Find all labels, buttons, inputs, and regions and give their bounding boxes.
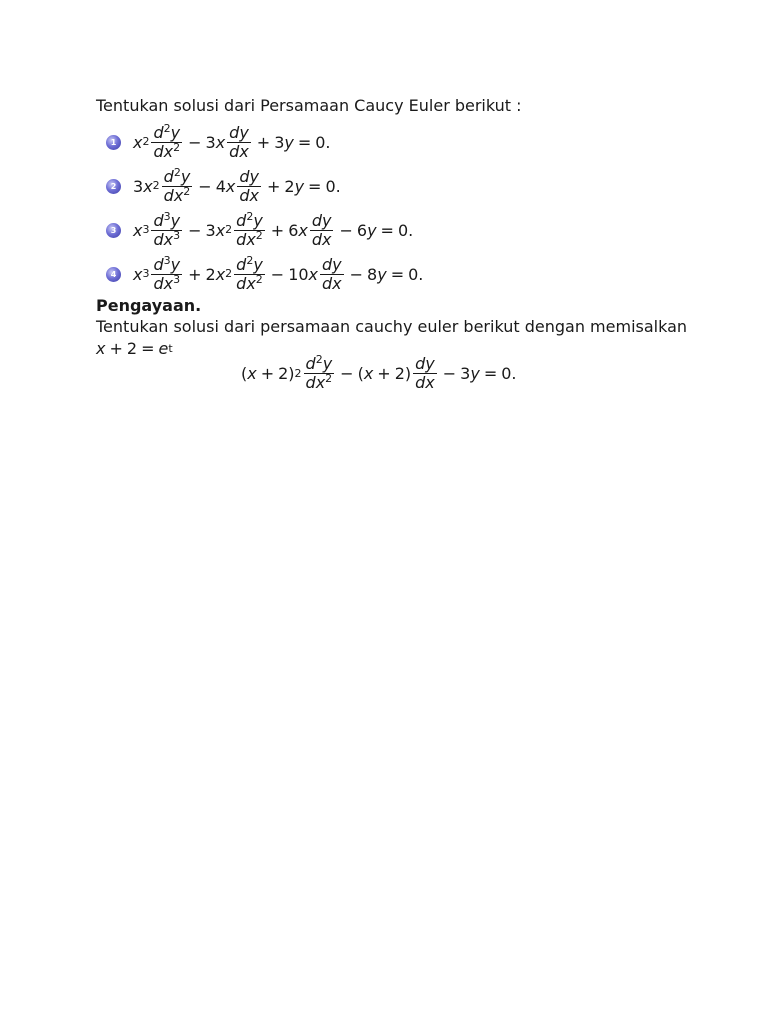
math-term: y	[470, 364, 480, 383]
operator: +	[270, 220, 285, 240]
exponent: 2	[255, 272, 263, 286]
math-term: dx	[153, 229, 174, 249]
math-term: dx	[239, 185, 259, 205]
exponent: 2	[173, 165, 181, 179]
equation-1: x 2 $\frac{d^2y}{dx^2}$ − 3 x $\frac{dy}{dx}$ + 3 y = 0.	[133, 121, 331, 161]
operator: +	[266, 176, 281, 196]
math-term: 2	[205, 264, 216, 284]
numerator	[227, 124, 251, 143]
fraction	[151, 253, 182, 293]
math-term: y	[170, 122, 181, 142]
math-term: x	[363, 364, 374, 383]
equation-item-2	[96, 164, 341, 208]
math-term: x	[215, 132, 226, 152]
operator: −	[339, 220, 353, 240]
math-term: 4	[215, 176, 226, 196]
math-term: y	[377, 264, 387, 284]
math-term: dy	[311, 210, 332, 230]
math-term: dx	[236, 273, 256, 293]
denominator	[310, 231, 334, 249]
math-term: d	[236, 254, 247, 274]
math-term: y	[284, 132, 294, 152]
math-term: d	[236, 210, 247, 230]
exponent: 2	[183, 184, 191, 198]
exponent: 3	[163, 253, 171, 267]
math-term: (	[357, 364, 364, 383]
fraction	[151, 121, 182, 161]
math-term: x	[215, 220, 226, 240]
exponent: 2	[246, 253, 254, 267]
math-term: 0.	[408, 264, 424, 284]
operator: =	[141, 339, 155, 358]
math-term: d	[153, 210, 164, 230]
math-term: (	[241, 364, 248, 383]
math-term: y	[170, 254, 181, 274]
math-term: 3	[460, 364, 471, 383]
math-term: 2	[126, 339, 138, 358]
math-term: 0.	[501, 364, 517, 383]
math-term: e	[158, 339, 169, 358]
fraction	[227, 124, 251, 161]
math-term: dx	[415, 373, 435, 392]
exponent: 2	[255, 228, 263, 242]
math-term: y	[322, 354, 333, 373]
exponent: 2	[173, 140, 181, 154]
exponent: 2	[163, 121, 171, 135]
math-term: 3	[205, 132, 216, 152]
math-term: 2)	[394, 364, 412, 383]
math-term: y	[294, 176, 305, 196]
math-term: d	[305, 354, 316, 373]
math-term: dx	[163, 185, 184, 205]
operator: −	[442, 364, 457, 383]
math-term: dx	[305, 373, 326, 392]
equation-item-4	[96, 252, 423, 296]
enrichment-text: Tentukan solusi dari persamaan cauchy euler berikut dengan memisalkan	[96, 317, 688, 336]
denominator	[320, 275, 344, 293]
equation-item-3	[96, 208, 413, 252]
numerator	[237, 168, 261, 187]
operator: −	[349, 264, 364, 284]
math-term: x	[308, 264, 319, 284]
item-number-bullet: 4	[106, 267, 121, 282]
math-term: dy	[415, 354, 435, 373]
denominator	[304, 374, 335, 392]
item-number-bullet: 3	[106, 223, 121, 238]
exponent: 2	[315, 353, 323, 366]
operator: =	[308, 176, 322, 196]
math-term: y	[253, 254, 263, 274]
substitution-eq: x + 2 = e t	[96, 339, 173, 358]
equation-4: x 3 $\frac{d^3y}{dx^3}$ + 2 x 2 $\frac{d^2y}{dx^2}$ − 10 x $\frac{dy}{dx}$ − 8 y = 0.	[133, 253, 424, 293]
math-term: 2	[284, 176, 295, 196]
math-term: x	[247, 364, 257, 383]
operator: −	[188, 132, 202, 152]
exponent: 2	[325, 372, 333, 385]
math-term: dx	[229, 141, 249, 161]
math-term: x	[143, 176, 153, 196]
exponent: 3	[173, 228, 181, 242]
fraction	[304, 355, 335, 392]
denominator	[234, 272, 265, 293]
math-term: dx	[153, 141, 174, 161]
math-term: x	[133, 132, 143, 152]
math-term: dx	[311, 229, 332, 249]
math-term: dy	[229, 122, 249, 142]
operator: −	[270, 264, 285, 284]
math-term: dy	[239, 166, 259, 186]
item-number-bullet: 2	[106, 179, 121, 194]
operator: +	[260, 364, 275, 383]
math-term: x	[133, 264, 143, 284]
fraction	[151, 209, 182, 249]
operator: −	[340, 364, 354, 383]
denominator	[151, 272, 182, 293]
math-term: dx	[236, 229, 256, 249]
enrichment-heading: Pengayaan.	[96, 296, 202, 315]
math-term: 3	[205, 220, 216, 240]
exponent: 3	[163, 209, 171, 223]
denominator	[151, 228, 182, 249]
math-term: 3	[274, 132, 285, 152]
numerator	[320, 256, 344, 275]
math-term: y	[253, 210, 263, 230]
operator: =	[297, 132, 312, 152]
math-term: 10	[288, 264, 309, 284]
math-term: dx	[322, 273, 342, 293]
math-term: x	[133, 220, 143, 240]
fraction	[320, 256, 344, 293]
math-term: x	[96, 339, 106, 358]
operator: =	[380, 220, 394, 240]
numerator	[413, 355, 437, 374]
math-term: 0.	[325, 176, 341, 196]
math-term: y	[180, 166, 191, 186]
operator: +	[256, 132, 271, 152]
display-equation: ( x + 2) 2 $\frac{d^2y}{dx^2}$ − ( x + 2) $\frac{dy}{dx}$ − 3 y = 0.	[241, 353, 517, 392]
fraction	[162, 165, 193, 205]
math-term: x	[215, 264, 226, 284]
denominator	[162, 184, 193, 205]
equation-2: 3 x 2 $\frac{d^2y}{dx^2}$ − 4 x $\frac{dy}{dx}$ + 2 y = 0.	[133, 165, 341, 205]
exponent: 3	[173, 272, 181, 286]
operator: −	[198, 176, 212, 196]
substitution-formula	[96, 339, 173, 359]
operator: +	[377, 364, 391, 383]
math-term: dy	[322, 254, 342, 274]
math-term: d	[163, 166, 174, 186]
enrichment-equation	[241, 355, 516, 392]
denominator	[413, 374, 437, 392]
equation-3: x 3 $\frac{d^3y}{dx^3}$ − 3 x 2 $\frac{d^2y}{dx^2}$ + 6 x $\frac{dy}{dx}$ − 6 y = 0.	[133, 209, 414, 249]
fraction	[234, 253, 265, 293]
equation-item-1	[96, 120, 331, 164]
operator: −	[188, 220, 202, 240]
math-term: 6	[356, 220, 368, 240]
math-term: 2)	[278, 364, 295, 383]
exponent: 2	[246, 209, 254, 223]
math-term: 0.	[397, 220, 414, 240]
operator: =	[390, 264, 405, 284]
math-term: 6	[288, 220, 299, 240]
denominator	[237, 187, 261, 205]
math-term: 3	[133, 176, 144, 196]
denominator	[227, 143, 251, 161]
operator: +	[188, 264, 202, 284]
intro-text: Tentukan solusi dari Persamaan Caucy Euler berikut :	[96, 96, 522, 115]
math-term: y	[170, 210, 181, 230]
fraction	[234, 209, 265, 249]
math-term: 0.	[315, 132, 331, 152]
math-term: y	[367, 220, 377, 240]
math-term: x	[225, 176, 236, 196]
math-term: x	[298, 220, 308, 240]
item-number-bullet: 1	[106, 135, 121, 150]
fraction	[413, 355, 437, 392]
math-term: 8	[367, 264, 378, 284]
fraction	[237, 168, 261, 205]
fraction	[310, 212, 334, 249]
numerator	[310, 212, 334, 231]
math-term: dx	[153, 273, 174, 293]
math-term: d	[153, 254, 164, 274]
denominator	[151, 140, 182, 161]
denominator	[234, 228, 265, 249]
operator: =	[483, 364, 498, 383]
operator: +	[109, 339, 123, 358]
math-term: d	[153, 122, 164, 142]
